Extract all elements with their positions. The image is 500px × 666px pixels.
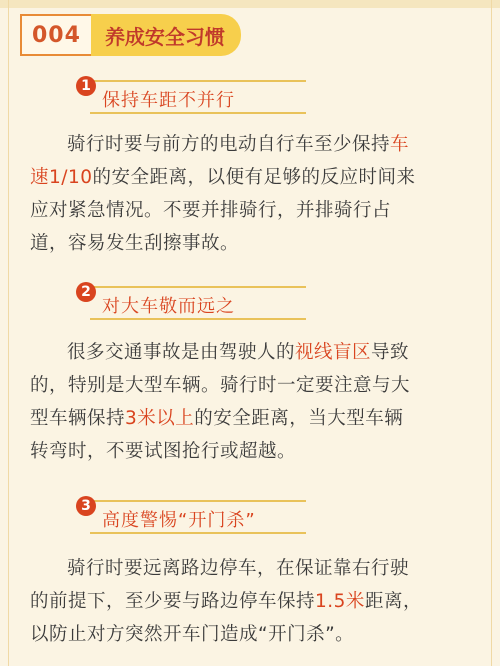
highlight-text: 车 bbox=[390, 134, 410, 155]
subheading-title: 对大车敬而远之 bbox=[102, 296, 235, 317]
paragraph-3 bbox=[30, 552, 470, 651]
paragraph-2 bbox=[30, 336, 470, 468]
body-text: 的安全距离，以便有足够的反应时间来 bbox=[92, 167, 416, 188]
body-text: 以防止对方突然开车门造成“开门杀”。 bbox=[30, 624, 355, 645]
paragraph-line bbox=[30, 369, 470, 402]
subheading-rule-bottom bbox=[90, 532, 306, 534]
number-badge-icon: 2 bbox=[76, 282, 96, 302]
header-number: 004 bbox=[20, 14, 91, 56]
subheading-rule-bottom bbox=[90, 112, 306, 114]
paragraph-line bbox=[30, 402, 470, 435]
paragraph-line bbox=[30, 161, 470, 194]
highlight-text: 3米以上 bbox=[125, 408, 195, 429]
body-text: 导致 bbox=[371, 342, 410, 363]
subheading-title: 保持车距不并行 bbox=[102, 90, 235, 111]
body-text: 的，特别是大型车辆。骑行时一定要注意与大 bbox=[30, 375, 411, 396]
paragraph-1 bbox=[30, 128, 470, 260]
highlight-text: 速1/10 bbox=[30, 167, 93, 188]
subheading-rule-top bbox=[90, 286, 306, 288]
section-header bbox=[20, 14, 241, 56]
body-text: 的安全距离，当大型车辆 bbox=[194, 408, 404, 429]
body-text: 型车辆保持 bbox=[30, 408, 126, 429]
paragraph-line bbox=[30, 585, 470, 618]
subheading-rule-top bbox=[90, 80, 306, 82]
paragraph-line bbox=[30, 336, 470, 369]
body-text: 骑行时要与前方的电动自行车至少保持 bbox=[67, 134, 391, 155]
paragraph-line bbox=[30, 194, 470, 227]
body-text: 很多交通事故是由驾驶人的 bbox=[67, 342, 296, 363]
highlight-text: 视线盲区 bbox=[295, 342, 372, 363]
paragraph-line bbox=[30, 618, 470, 651]
header-title: 养成安全习惯 bbox=[91, 14, 241, 56]
body-text: 距离， bbox=[364, 591, 422, 612]
number-badge-icon: 3 bbox=[76, 496, 96, 516]
highlight-text: 1.5米 bbox=[315, 591, 365, 612]
paragraph-line bbox=[30, 128, 470, 161]
body-text: 道，容易发生刮擦事故。 bbox=[30, 233, 240, 254]
body-text: 应对紧急情况。不要并排骑行，并排骑行占 bbox=[30, 200, 392, 221]
paragraph-line bbox=[30, 552, 470, 585]
body-text: 转弯时，不要试图抢行或超越。 bbox=[30, 441, 297, 462]
paragraph-line bbox=[30, 435, 470, 468]
subheading-title: 高度警惕“开门杀” bbox=[102, 510, 256, 531]
subheading-rule-top bbox=[90, 500, 306, 502]
subheading-rule-bottom bbox=[90, 318, 306, 320]
number-badge-icon: 1 bbox=[76, 76, 96, 96]
subheading-3 bbox=[76, 500, 306, 534]
body-text: 骑行时要远离路边停车，在保证靠右行驶 bbox=[67, 558, 410, 579]
subheading-1 bbox=[76, 80, 306, 114]
paragraph-line bbox=[30, 227, 470, 260]
body-text: 的前提下，至少要与路边停车保持 bbox=[30, 591, 316, 612]
subheading-2 bbox=[76, 286, 306, 320]
